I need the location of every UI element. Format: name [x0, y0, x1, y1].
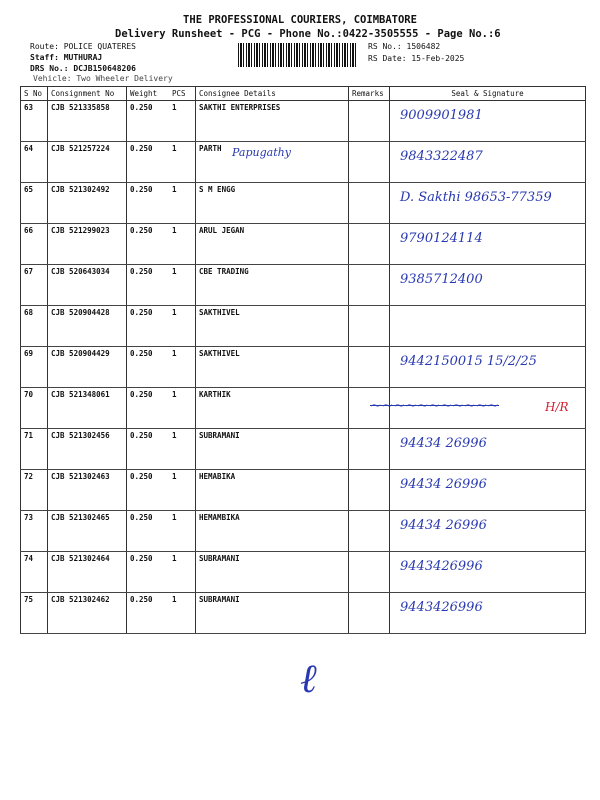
- rs-date: RS Date: 15-Feb-2025: [368, 54, 465, 63]
- weight: 0.250: [127, 183, 170, 224]
- consignee-name: SUBRAMANI: [196, 552, 349, 593]
- weight: 0.250: [127, 347, 170, 388]
- pcs: 1: [169, 388, 196, 429]
- table-row: [21, 306, 586, 347]
- s-no: 63: [21, 101, 48, 142]
- s-no: 71: [21, 429, 48, 470]
- handwritten-signature: 94434 26996: [400, 477, 487, 492]
- struck-signature: ~~~~~~~~~~~: [370, 398, 500, 414]
- s-no: 69: [21, 347, 48, 388]
- consignment-no: CJB 521302463: [48, 470, 127, 511]
- handwritten-signature: 9443426996: [400, 559, 483, 574]
- pcs: 1: [169, 552, 196, 593]
- remarks: [349, 224, 390, 265]
- pcs: 1: [169, 183, 196, 224]
- consignee-name: S M ENGG: [196, 183, 349, 224]
- barcode: [238, 43, 356, 67]
- pcs: 1: [169, 306, 196, 347]
- consignee-name: SAKTHI ENTERPRISES: [196, 101, 349, 142]
- s-no: 72: [21, 470, 48, 511]
- consignee-name: SAKTHIVEL: [196, 306, 349, 347]
- weight: 0.250: [127, 388, 170, 429]
- consignee-name: SUBRAMANI: [196, 429, 349, 470]
- col-consignment: Consignment No: [48, 87, 127, 101]
- consignee-name: SUBRAMANI: [196, 593, 349, 634]
- pcs: 1: [169, 470, 196, 511]
- drs-number: DRS No.: DCJB150648206: [30, 64, 136, 73]
- runsheet-subtitle: Delivery Runsheet - PCG - Phone No.:0422-3505555 - Page No.:6: [115, 28, 501, 40]
- table-row: [21, 470, 586, 511]
- s-no: 75: [21, 593, 48, 634]
- table-row: [21, 101, 586, 142]
- consignment-no: CJB 521257224: [48, 142, 127, 183]
- weight: 0.250: [127, 470, 170, 511]
- table-header: [21, 87, 586, 101]
- remarks: [349, 552, 390, 593]
- weight: 0.250: [127, 224, 170, 265]
- s-no: 68: [21, 306, 48, 347]
- pcs: 1: [169, 347, 196, 388]
- s-no: 70: [21, 388, 48, 429]
- consignee-name: ARUL JEGAN: [196, 224, 349, 265]
- consignee-name: KARTHIK: [196, 388, 349, 429]
- pcs: 1: [169, 101, 196, 142]
- pcs: 1: [169, 511, 196, 552]
- route: Route: POLICE QUATERES: [30, 42, 136, 51]
- weight: 0.250: [127, 593, 170, 634]
- remarks: [349, 511, 390, 552]
- table-row: [21, 593, 586, 634]
- remarks: [349, 265, 390, 306]
- handwritten-signature: 9009901981: [400, 108, 483, 123]
- weight: 0.250: [127, 429, 170, 470]
- col-weight: Weight: [127, 87, 170, 101]
- remarks: [349, 470, 390, 511]
- consignee-name: CBE TRADING: [196, 265, 349, 306]
- remarks: [349, 429, 390, 470]
- consignment-no: CJB 521302492: [48, 183, 127, 224]
- consignment-no: CJB 521302465: [48, 511, 127, 552]
- rs-number: RS No.: 1506482: [368, 42, 441, 51]
- remarks: [349, 142, 390, 183]
- remarks: [349, 306, 390, 347]
- company-title: THE PROFESSIONAL COURIERS, COIMBATORE: [183, 14, 417, 26]
- consignment-no: CJB 521302462: [48, 593, 127, 634]
- table-row: [21, 429, 586, 470]
- weight: 0.250: [127, 306, 170, 347]
- pcs: 1: [169, 265, 196, 306]
- s-no: 66: [21, 224, 48, 265]
- col-remarks: Remarks: [349, 87, 390, 101]
- weight: 0.250: [127, 265, 170, 306]
- staff: Staff: MUTHURAJ: [30, 53, 103, 62]
- s-no: 64: [21, 142, 48, 183]
- consignee-name: HEMAMBIKA: [196, 511, 349, 552]
- s-no: 74: [21, 552, 48, 593]
- consignment-no: CJB 521348061: [48, 388, 127, 429]
- handwritten-signature: 9442150015 15/2/25: [400, 354, 537, 369]
- table-row: [21, 388, 586, 429]
- col-sno: S No: [21, 87, 48, 101]
- col-pcs: PCS: [169, 87, 196, 101]
- remarks: [349, 183, 390, 224]
- consignment-no: CJB 520904429: [48, 347, 127, 388]
- handwritten-signature: 94434 26996: [400, 518, 487, 533]
- pcs: 1: [169, 224, 196, 265]
- handwritten-signature: 9385712400: [400, 272, 483, 287]
- consignee-name: HEMABIKA: [196, 470, 349, 511]
- weight: 0.250: [127, 101, 170, 142]
- red-mark: H/R: [545, 400, 569, 414]
- pcs: 1: [169, 142, 196, 183]
- consignment-no: CJB 521302464: [48, 552, 127, 593]
- consignment-no: CJB 520904428: [48, 306, 127, 347]
- handwritten-signature: D. Sakthi 98653-77359: [400, 190, 552, 205]
- consignment-no: CJB 521299023: [48, 224, 127, 265]
- vehicle: Vehicle: Two Wheeler Delivery: [33, 74, 173, 83]
- consignment-no: CJB 520643034: [48, 265, 127, 306]
- table-row: [21, 224, 586, 265]
- weight: 0.250: [127, 552, 170, 593]
- remarks: [349, 347, 390, 388]
- remarks: [349, 593, 390, 634]
- pcs: 1: [169, 593, 196, 634]
- col-signature: Seal & Signature: [390, 87, 586, 101]
- table-row: [21, 552, 586, 593]
- consignee-name: PARTH: [196, 142, 349, 183]
- table-row: [21, 265, 586, 306]
- handwritten-signature: 9843322487: [400, 149, 483, 164]
- table-row: [21, 142, 586, 183]
- weight: 0.250: [127, 142, 170, 183]
- handwritten-signature: 94434 26996: [400, 436, 487, 451]
- handwritten-signature: 9790124114: [400, 231, 483, 246]
- remarks: [349, 101, 390, 142]
- pcs: 1: [169, 429, 196, 470]
- consignment-no: CJB 521335858: [48, 101, 127, 142]
- handwritten-signature: 9443426996: [400, 600, 483, 615]
- s-no: 73: [21, 511, 48, 552]
- table-row: [21, 511, 586, 552]
- handwritten-note: Papugathy: [232, 146, 291, 159]
- s-no: 67: [21, 265, 48, 306]
- supervisor-signature: ℓ: [300, 656, 317, 702]
- consignee-name: SAKTHIVEL: [196, 347, 349, 388]
- s-no: 65: [21, 183, 48, 224]
- signature-cell: [390, 306, 586, 347]
- col-consignee: Consignee Details: [196, 87, 349, 101]
- weight: 0.250: [127, 511, 170, 552]
- consignment-no: CJB 521302456: [48, 429, 127, 470]
